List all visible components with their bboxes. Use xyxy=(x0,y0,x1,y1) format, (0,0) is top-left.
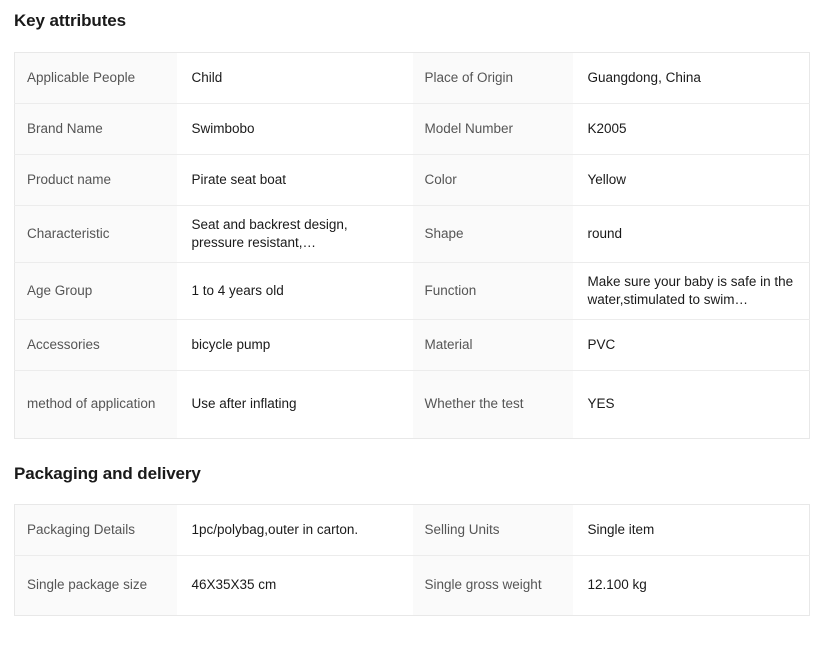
attr-label: Characteristic xyxy=(15,206,177,263)
attr-label: method of application xyxy=(15,371,177,439)
table-row xyxy=(15,53,810,104)
key-attributes-table xyxy=(14,52,810,439)
table-row xyxy=(15,104,810,155)
attr-label: Function xyxy=(413,263,573,320)
attr-value: Pirate seat boat xyxy=(177,155,413,206)
attr-label: Whether the test xyxy=(413,371,573,439)
table-row xyxy=(15,371,810,439)
attr-label: Single package size xyxy=(15,556,177,616)
attr-value: 1 to 4 years old xyxy=(177,263,413,320)
attr-label: Applicable People xyxy=(15,53,177,104)
attr-label: Place of Origin xyxy=(413,53,573,104)
attr-label: Product name xyxy=(15,155,177,206)
attr-value: 46X35X35 cm xyxy=(177,556,413,616)
attr-label: Selling Units xyxy=(413,505,573,556)
attr-label: Brand Name xyxy=(15,104,177,155)
table-row xyxy=(15,556,810,616)
attr-value: Single item xyxy=(573,505,810,556)
attr-value: Swimbobo xyxy=(177,104,413,155)
attr-value: round xyxy=(573,206,810,263)
attr-value: Guangdong, China xyxy=(573,53,810,104)
table-row xyxy=(15,505,810,556)
attr-value: Child xyxy=(177,53,413,104)
attr-value: Use after inflating xyxy=(177,371,413,439)
attr-value: 1pc/polybag,outer in carton. xyxy=(177,505,413,556)
packaging-and-delivery-table xyxy=(14,504,810,616)
attr-value: Seat and backrest design, pressure resistant,… xyxy=(177,206,413,263)
attr-label: Accessories xyxy=(15,320,177,371)
attr-value: 12.100 kg xyxy=(573,556,810,616)
table-row xyxy=(15,206,810,263)
attr-label: Shape xyxy=(413,206,573,263)
attr-label: Color xyxy=(413,155,573,206)
table-row xyxy=(15,155,810,206)
key-attributes-title: Key attributes xyxy=(14,11,126,30)
attr-value: Yellow xyxy=(573,155,810,206)
table-row xyxy=(15,263,810,320)
attr-label: Age Group xyxy=(15,263,177,320)
attr-label: Material xyxy=(413,320,573,371)
attr-value: K2005 xyxy=(573,104,810,155)
attr-label: Packaging Details xyxy=(15,505,177,556)
packaging-and-delivery-title: Packaging and delivery xyxy=(14,464,201,483)
attr-value: bicycle pump xyxy=(177,320,413,371)
attr-value: Make sure your baby is safe in the water,stimulated to swim… xyxy=(573,263,810,320)
table-row xyxy=(15,320,810,371)
attr-value: YES xyxy=(573,371,810,439)
attr-label: Single gross weight xyxy=(413,556,573,616)
attr-label: Model Number xyxy=(413,104,573,155)
attr-value: PVC xyxy=(573,320,810,371)
